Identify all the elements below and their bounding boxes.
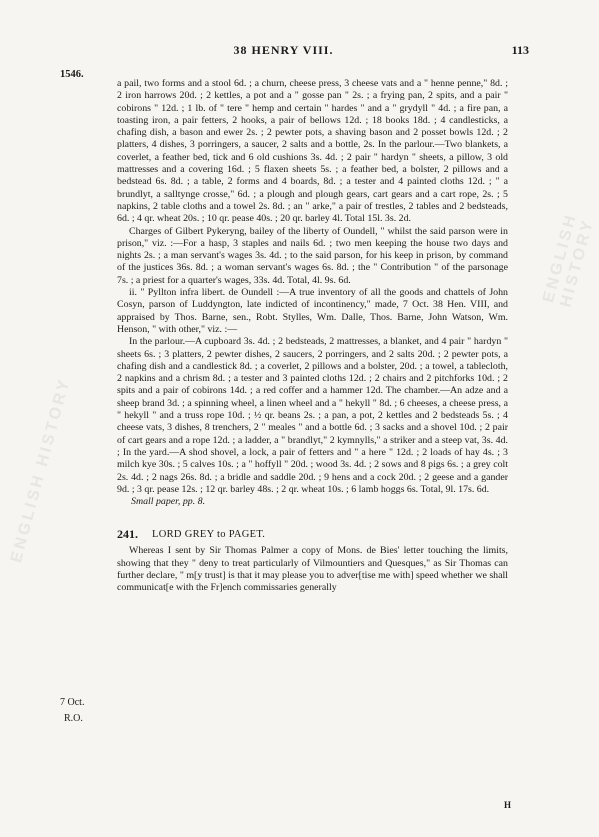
small-paper-note: Small paper, pp. 8. [131, 496, 206, 508]
entry-heading [117, 528, 508, 545]
entry-title: LORD GREY to PAGET. [152, 529, 266, 541]
margin-entry-date: 7 Oct. [60, 697, 85, 708]
charges-paragraph: Charges of Gilbert Pykeryng, bailey of the liberty of Oundell, " whilst the said parson were in prison," viz. :—For a hasp, 3 staples and nails 6d. ; two men keeping the house two days and nights 2s. ; a man servant's wages 3s. 4d. ; to the said parson, for his keep in prison, by command of the justices 36s. 8d. ; a woman servant's wages 6s. 8d. ; the " Contribution " of the parsonage 7s. ; a priest for a quarter's wages, 33s. 4d. Total, 4l. 9s. 6d. [117, 225, 508, 286]
section-gap [117, 508, 508, 528]
left-watermark: ENGLISH HISTORY [8, 375, 74, 565]
parlour-paragraph: In the parlour.—A cupboard 3s. 4d. ; 2 bedsteads, 2 mattresses, a blanket, and 4 pair " hardyn " sheets 6s. ; 3 platters, 2 pewter dishes, 2 saucers, 2 porringers, and 2 salts 20d. ; 2 pewter pots, a chafing dish and a candlestick 8d. ; a coverlet, 2 pillows and a bolster, 20d. ; a towel, a tablecloth, 2 napkins and a chrism 8d. ; a tester and 3 painted cloths 12d. ; 2 chairs and 2 pitchforks 10d. ; 2 spits and a pair of cobirons 14d. ; a red coffer and a hammer 12d. The chamber.—An adze and a sheep brand 3d. ; a spinning wheel, a linen wheel and a " hekyll " 8d. ; 6 cheeses, a cheese press, a " hekyll " and a truss rope 10d. ; ½ qr. beans 2s. ; a pan, a pot, 2 kettles and 2 bedsteads 5s. ; 4 cheese vats, 3 dishes, 8 trenchers, 2 " meales " and a bottle 6d. ; 3 sacks and a shovel 10d. ; 2 pair of cart gears and a rope 12d. ; a ladder, a " brandlyt," 2 kymnylls," a striker and a steep vat, 3s. 4d. ; In the yard.—A shod shovel, a lock, a pair of fetters and " a here " 12d. ; 2 loads of hay 4s. ; 3 milch kye 30s. ; 5 calves 10s. ; a " hoffyll " 20d. ; wood 3s. 4d. ; 2 sows and 8 pigs 6s. ; a grey colt 2s. 4d. ; 2 nags 26s. 8d. ; a bridle and saddle 20d. ; 9 hens and a cock 20d. ; 2 geese and a gander 9d. ; 3 qr. pease 12s. ; 12 qr. barley 48s. ; 2 qr. wheat 10s. ; 6 lamb hoggs 6s. Total, 9l. 17s. 6d. [117, 336, 508, 495]
margin-entry-source: R.O. [64, 713, 83, 724]
running-header [0, 43, 567, 59]
running-title: 38 HENRY VIII. [233, 43, 334, 57]
inventory-ii-paragraph: ii. " Pyllton infra libert. de Oundell :—A true inventory of all the goods and chattels of John Cosyn, parson of Luddyngton, late indicted of incontinency," made, 7 Oct. 38 Hen. VIII, and appraised by Thos. Barne, sen., Robt. Stylles, Wm. Dalle, Thos. Barne, John Watson, Wm. Henson, " with other," viz. :— [117, 287, 508, 335]
signature-mark: H [503, 800, 511, 810]
page-number: 113 [511, 43, 529, 57]
entry-text: Whereas I sent by Sir Thomas Palmer a copy of Mons. de Bies' letter touching the limits, showing that they " deny to treat particularly of Vilmountiers and Quesques," as Sir Thomas can further declare, " m[y trust] is that it may please you to adver[tise me with] speed whether we shall communicat[e with the Fr]ench commissaries generally [117, 545, 508, 594]
entry-number: 241. [117, 527, 138, 542]
right-watermark: ENGLISH HISTORY [540, 211, 598, 310]
inventory-continuation-paragraph: a pail, two forms and a stool 6d. ; a churn, cheese press, 3 cheese vats and a " henne penne," 8d. ; 2 iron harrows 20d. ; 2 kettles, a pot and a " gosse pan " 2s. ; a frying pan, 2 spits, and a pair " cobirons " 12d. ; 1 lb. of " tere " hemp and certain " hardes " and a " grydyll " 4d. ; a fire pan, a toasting iron, a pair fetters, 2 hooks, a pair of bellows 12d. ; 18 books 18d. ; 4 candlesticks, a chafing dish, a bason and ewer 2s. ; 2 pewter pots, a shaving bason and 2 posset bowls 12d. ; 2 platters, 4 dishes, 3 porringers, a saucer, 2 salts and a bottle, 2s. In the parlour.—Two blankets, a coverlet, a feather bed, tick and 6 old cushions 3s. 4d. ; 2 pair " hardyn " sheets, a pillow, 3 old mattresses and a covering 16d. ; 5 flaxen sheets 5s. ; a feather bed, a bolster, 2 pillows and a bedstead 6s. 8d. ; a table, 2 forms and 4 boards, 8d. ; a tester and 4 painted cloths 12d. ; " a brundlyt, a salltynge crosse," 6d. ; a plough and plough gears, cart gears and a cart rope, 2s. ; 5 napkins, 2 table cloths and a towel 2s. 8d. ; an " arke," a pair of trestles, 2 tables and 2 bedsteads, 6d. ; 4 qr. wheat 20s. ; 10 qr. pease 40s. ; 20 qr. barley 4l. Total 15l. 3s. 2d. [117, 78, 508, 225]
main-text-column [117, 78, 508, 595]
margin-year: 1546. [60, 69, 84, 80]
